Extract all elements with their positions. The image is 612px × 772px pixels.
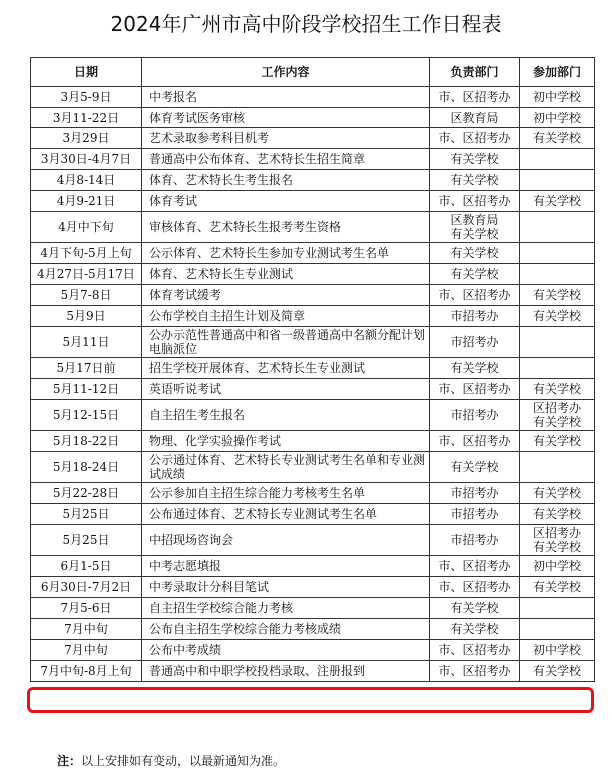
participant-line: 有关学校 xyxy=(532,382,581,396)
dept-line: 市、区招考办 xyxy=(438,194,511,208)
table-row xyxy=(31,379,595,400)
header-content: 工作内容 xyxy=(142,58,430,87)
dept-cell xyxy=(430,452,520,483)
participant-cell xyxy=(520,504,595,525)
dept-line: 市、区招考办 xyxy=(438,90,511,104)
participant-line: 初中学校 xyxy=(532,110,581,125)
footnote-label: 注： xyxy=(57,754,82,768)
participant-cell xyxy=(520,306,595,327)
dept-line: 市、区招考办 xyxy=(438,382,511,396)
content-cell: 体育考试医务审核 xyxy=(142,108,430,128)
participant-cell xyxy=(520,577,595,598)
content-cell: 审核体育、艺术特长生报考考生资格 xyxy=(142,212,430,243)
dept-cell xyxy=(430,264,520,285)
participant-line: 有关学校 xyxy=(532,507,581,521)
participant-cell xyxy=(520,400,595,431)
participant-line: 初中学校 xyxy=(532,643,581,657)
participant-line: 有关学校 xyxy=(532,288,581,302)
date-cell: 4月下旬-5月上旬 xyxy=(31,243,142,264)
date-cell: 7月5-6日 xyxy=(31,598,142,619)
header-dept: 负责部门 xyxy=(430,58,520,87)
table-row xyxy=(31,400,595,431)
content-cell: 普通高中公布体育、艺术特长生招生简章 xyxy=(142,149,430,170)
date-cell: 4月9-21日 xyxy=(31,191,142,212)
table-row xyxy=(31,128,595,149)
participant-cell xyxy=(520,243,595,264)
participant-line: 有关学校 xyxy=(532,540,581,554)
participant-cell xyxy=(520,556,595,577)
dept-line: 区教育局 xyxy=(450,110,499,125)
participant-cell xyxy=(520,87,595,108)
dept-line: 市、区招考办 xyxy=(438,643,511,657)
dept-cell xyxy=(430,619,520,640)
date-cell: 5月18-22日 xyxy=(31,431,142,452)
dept-cell xyxy=(430,212,520,243)
content-cell: 中考报名 xyxy=(142,87,430,108)
participant-line: 区招考办 xyxy=(532,401,581,415)
table-row xyxy=(31,504,595,525)
date-cell: 5月18-24日 xyxy=(31,452,142,483)
dept-line: 有关学校 xyxy=(450,361,499,375)
content-cell: 体育、艺术特长生专业测试 xyxy=(142,264,430,285)
dept-cell xyxy=(430,327,520,358)
table-row xyxy=(31,306,595,327)
content-cell: 公布通过体育、艺术特长专业测试考生名单 xyxy=(142,504,430,525)
participant-cell xyxy=(520,285,595,306)
dept-cell xyxy=(430,170,520,191)
header-participant: 参加部门 xyxy=(520,58,595,87)
dept-cell xyxy=(430,661,520,682)
date-cell: 5月9日 xyxy=(31,306,142,327)
date-cell: 4月8-14日 xyxy=(31,170,142,191)
content-cell: 中考志愿填报 xyxy=(142,556,430,577)
dept-cell xyxy=(430,285,520,306)
content-cell: 英语听说考试 xyxy=(142,379,430,400)
content-cell: 艺术录取参考科目机考 xyxy=(142,128,430,149)
content-cell: 体育考试 xyxy=(142,191,430,212)
participant-cell xyxy=(520,264,595,285)
dept-cell xyxy=(430,400,520,431)
dept-cell xyxy=(430,525,520,556)
participant-line: 区招考办 xyxy=(532,526,581,540)
dept-cell xyxy=(430,128,520,149)
participant-cell xyxy=(520,661,595,682)
table-row xyxy=(31,661,595,682)
table-row xyxy=(31,285,595,306)
dept-line: 有关学校 xyxy=(450,267,499,281)
participant-line: 有关学校 xyxy=(532,486,581,500)
date-cell: 7月中旬-8月上旬 xyxy=(31,661,142,682)
participant-cell xyxy=(520,431,595,452)
table-row xyxy=(31,149,595,170)
participant-cell xyxy=(520,212,595,243)
content-cell: 公示通过体育、艺术特长专业测试考生名单和专业测试成绩 xyxy=(142,452,430,483)
date-cell: 5月7-8日 xyxy=(31,285,142,306)
participant-cell xyxy=(520,149,595,170)
table-row xyxy=(31,556,595,577)
date-cell: 5月22-28日 xyxy=(31,483,142,504)
date-cell: 7月中旬 xyxy=(31,640,142,661)
date-cell: 5月11-12日 xyxy=(31,379,142,400)
participant-line: 有关学校 xyxy=(532,309,581,323)
dept-cell xyxy=(430,243,520,264)
dept-line: 市、区招考办 xyxy=(438,131,511,145)
table-row xyxy=(31,212,595,243)
participant-line: 有关学校 xyxy=(532,415,581,429)
participant-cell xyxy=(520,358,595,379)
participant-cell xyxy=(520,525,595,556)
content-cell: 自主招生学校综合能力考核 xyxy=(142,598,430,619)
content-cell: 体育、艺术特长生考生报名 xyxy=(142,170,430,191)
participant-cell xyxy=(520,619,595,640)
content-cell: 中考录取计分科目笔试 xyxy=(142,577,430,598)
date-cell: 5月25日 xyxy=(31,504,142,525)
participant-cell xyxy=(520,598,595,619)
table-row xyxy=(31,640,595,661)
dept-line: 市、区招考办 xyxy=(438,580,511,594)
dept-line: 市、区招考办 xyxy=(438,664,511,678)
participant-line: 初中学校 xyxy=(532,559,581,573)
table-row xyxy=(31,108,595,128)
content-cell: 自主招生考生报名 xyxy=(142,400,430,431)
participant-cell xyxy=(520,128,595,149)
participant-line: 初中学校 xyxy=(532,90,581,104)
dept-cell xyxy=(430,149,520,170)
participant-line: 有关学校 xyxy=(532,664,581,678)
date-cell: 3月29日 xyxy=(31,128,142,149)
date-cell: 5月12-15日 xyxy=(31,400,142,431)
dept-line: 有关学校 xyxy=(450,622,499,636)
participant-cell xyxy=(520,108,595,128)
content-cell: 公示体育、艺术特长生参加专业测试考生名单 xyxy=(142,243,430,264)
participant-cell xyxy=(520,452,595,483)
participant-line: 有关学校 xyxy=(532,194,581,208)
content-cell: 招生学校开展体育、艺术特长生专业测试 xyxy=(142,358,430,379)
content-cell: 公布自主招生学校综合能力考核成绩 xyxy=(142,619,430,640)
participant-cell xyxy=(520,379,595,400)
content-cell: 公示参加自主招生综合能力考核考生名单 xyxy=(142,483,430,504)
header-date: 日期 xyxy=(31,58,142,87)
dept-cell xyxy=(430,577,520,598)
date-cell: 5月17日前 xyxy=(31,358,142,379)
dept-line: 市、区招考办 xyxy=(438,288,511,302)
dept-line: 市、区招考办 xyxy=(438,559,511,573)
dept-cell xyxy=(430,87,520,108)
table-row xyxy=(31,87,595,108)
date-cell: 6月30日-7月2日 xyxy=(31,577,142,598)
dept-line: 市招考办 xyxy=(450,309,499,323)
table-row xyxy=(31,452,595,483)
content-cell: 中招现场咨询会 xyxy=(142,525,430,556)
table-row xyxy=(31,619,595,640)
dept-cell xyxy=(430,108,520,128)
dept-cell xyxy=(430,504,520,525)
dept-cell xyxy=(430,358,520,379)
participant-line: 有关学校 xyxy=(532,434,581,448)
dept-line: 市、区招考办 xyxy=(438,434,511,448)
table-header-row xyxy=(31,58,595,87)
date-cell: 3月30日-4月7日 xyxy=(31,149,142,170)
participant-cell xyxy=(520,191,595,212)
table-row xyxy=(31,358,595,379)
dept-line: 有关学校 xyxy=(450,601,499,615)
dept-cell xyxy=(430,483,520,504)
dept-line: 有关学校 xyxy=(450,460,499,474)
dept-cell xyxy=(430,598,520,619)
content-cell: 公办示范性普通高中和省一级普通高中名额分配计划电脑派位 xyxy=(142,327,430,358)
participant-cell xyxy=(520,170,595,191)
participant-cell xyxy=(520,640,595,661)
dept-line: 市招考办 xyxy=(450,408,499,422)
table-row xyxy=(31,170,595,191)
dept-line: 区教育局 xyxy=(450,213,499,227)
dept-cell xyxy=(430,379,520,400)
dept-cell xyxy=(430,431,520,452)
table-row xyxy=(31,191,595,212)
participant-cell xyxy=(520,483,595,504)
table-row xyxy=(31,598,595,619)
dept-line: 市招考办 xyxy=(450,507,499,521)
date-cell: 5月25日 xyxy=(31,525,142,556)
dept-cell xyxy=(430,306,520,327)
date-cell: 7月中旬 xyxy=(31,619,142,640)
date-cell: 4月中下旬 xyxy=(31,212,142,243)
dept-line: 有关学校 xyxy=(450,227,499,241)
dept-line: 有关学校 xyxy=(450,173,499,187)
table-row xyxy=(31,525,595,556)
highlight-box xyxy=(27,687,594,713)
participant-cell xyxy=(520,327,595,358)
date-cell: 3月11-22日 xyxy=(31,108,142,128)
table-row xyxy=(31,327,595,358)
table-row xyxy=(31,431,595,452)
schedule-table xyxy=(30,57,595,682)
date-cell: 3月5-9日 xyxy=(31,87,142,108)
dept-line: 有关学校 xyxy=(450,246,499,260)
dept-cell xyxy=(430,191,520,212)
dept-cell xyxy=(430,556,520,577)
table-row xyxy=(31,577,595,598)
footnote-text: 以上安排如有变动，以最新通知为准。 xyxy=(81,754,286,768)
dept-line: 市招考办 xyxy=(450,533,499,547)
content-cell: 普通高中和中职学校投档录取、注册报到 xyxy=(142,661,430,682)
date-cell: 6月1-5日 xyxy=(31,556,142,577)
table-row xyxy=(31,243,595,264)
participant-line: 有关学校 xyxy=(532,131,581,145)
content-cell: 物理、化学实验操作考试 xyxy=(142,431,430,452)
date-cell: 5月11日 xyxy=(31,327,142,358)
date-cell: 4月27日-5月17日 xyxy=(31,264,142,285)
participant-line: 有关学校 xyxy=(532,580,581,594)
page-title: 2024年广州市高中阶段学校招生工作日程表 xyxy=(110,12,502,36)
table-row xyxy=(31,483,595,504)
dept-line: 市招考办 xyxy=(450,335,499,349)
content-cell: 体育考试缓考 xyxy=(142,285,430,306)
dept-line: 有关学校 xyxy=(450,152,499,166)
content-cell: 公布中考成绩 xyxy=(142,640,430,661)
content-cell: 公布学校自主招生计划及简章 xyxy=(142,306,430,327)
footnote xyxy=(57,752,285,769)
dept-cell xyxy=(430,640,520,661)
dept-line: 市招考办 xyxy=(450,486,499,500)
table-row xyxy=(31,264,595,285)
